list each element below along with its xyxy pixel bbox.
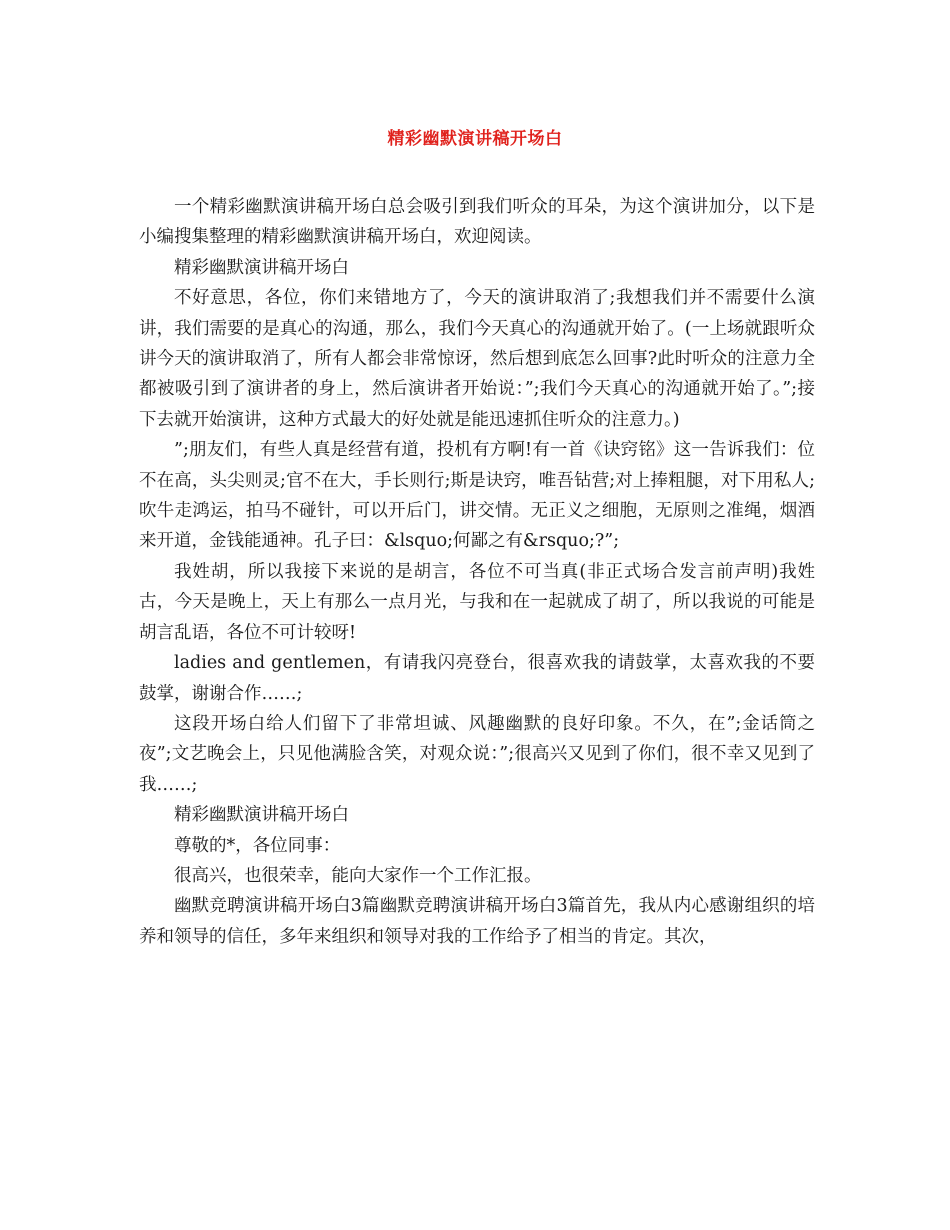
- intro-paragraph: 一个精彩幽默演讲稿开场白总会吸引到我们听众的耳朵，为这个演讲加分，以下是小编搜集整理的精彩幽默演讲稿开场白，欢迎阅读。: [139, 197, 815, 248]
- document-body: [139, 192, 815, 952]
- paragraph: 幽默竞聘演讲稿开场白3篇幽默竞聘演讲稿开场白3篇首先，我从内心感谢组织的培养和领导的信任，多年来组织和领导对我的工作给予了相当的肯定。其次，: [139, 896, 815, 947]
- section-heading: 精彩幽默演讲稿开场白: [174, 805, 349, 826]
- paragraph: ladies and gentlemen，有请我闪亮登台，很喜欢我的请鼓掌，太喜欢我的不要鼓掌，谢谢合作……;: [139, 653, 815, 704]
- salutation: 尊敬的*，各位同事：: [174, 835, 341, 856]
- paragraph: 很高兴，也很荣幸，能向大家作一个工作汇报。: [174, 865, 542, 886]
- document-title: 精彩幽默演讲稿开场白: [387, 129, 563, 149]
- section-heading: 精彩幽默演讲稿开场白: [174, 257, 349, 278]
- paragraph: 我姓胡，所以我接下来说的是胡言，各位不可当真(非正式场合发言前声明)我姓古，今天是晚上，天上有那么一点月光，与我和在一起就成了胡了，所以我说的可能是胡言乱语，各位不可计较呀!: [139, 561, 815, 643]
- paragraph: ”;朋友们，有些人真是经营有道，投机有方啊!有一首《诀窍铭》这一告诉我们：位不在高，头尖则灵;官不在大，手长则行;斯是诀窍，唯吾钻营;对上捧粗腿，对下用私人;吹牛走鸿运，拍马不碰针，可以开后门，讲交情。无正义之细胞，无原则之准绳，烟酒来开道，金钱能通神。孔子曰：&lsquo;何鄙之有&rsquo;?”;: [139, 440, 815, 552]
- paragraph: 这段开场白给人们留下了非常坦诚、风趣幽默的良好印象。不久，在”;金话筒之夜”;文艺晚会上，只见他满脸含笑，对观众说：”;很高兴又见到了你们，很不幸又见到了我……;: [139, 713, 815, 795]
- paragraph: 不好意思，各位，你们来错地方了，今天的演讲取消了;我想我们并不需要什么演讲，我们需要的是真心的沟通，那么，我们今天真心的沟通就开始了。(一上场就跟听众讲今天的演讲取消了，所有人都会非常惊讶，然后想到底怎么回事?此时听众的注意力全都被吸引到了演讲者的身上，然后演讲者开始说：”;我们今天真心的沟通就开始了。”;接下去就开始演讲，这种方式最大的好处就是能迅速抓住听众的注意力。): [139, 288, 815, 430]
